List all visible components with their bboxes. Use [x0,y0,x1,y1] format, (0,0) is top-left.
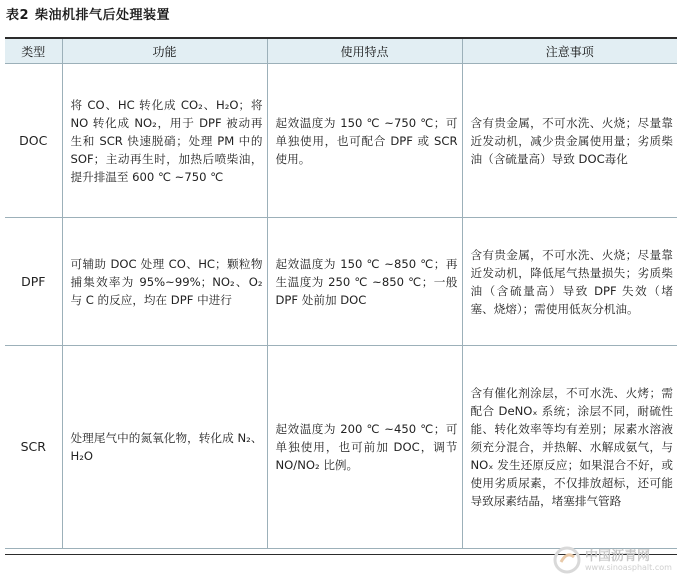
table-header-row [5,39,677,64]
cell-features: 起效温度为 150 ℃ ~750 ℃；可单独使用，也可配合 DPF 或 SCR 使用。 [267,64,462,218]
cell-function: 处理尾气中的氮氧化物，转化成 N₂、H₂O [62,346,267,549]
cell-features: 起效温度为 200 ℃ ~450 ℃；可单独使用，也可前加 DOC，调节 NO/NO₂ 比例。 [267,346,462,549]
cell-notes: 含有贵金属，不可水洗、火烧；尽量靠近发动机，减少贵金属使用量；劣质柴油（含硫量高）导致 DOC毒化 [462,64,677,218]
table-row [5,218,677,346]
header-function: 功能 [62,39,267,64]
watermark-name: 中国沥青网 [585,549,651,564]
cell-type: DPF [5,218,62,346]
cell-function: 可辅助 DOC 处理 CO、HC；颗粒物捕集效率为 95%~99%；NO₂、O₂ 与 C 的反应，均在 DPF 中进行 [62,218,267,346]
caption-number: 表2 [6,8,30,23]
cell-type: SCR [5,346,62,549]
header-notes: 注意事项 [462,39,677,64]
cell-notes: 含有贵金属，不可水洗、火烧；尽量靠近发动机，降低尾气热量损失；劣质柴油（含硫量高）导致 DPF 失效（堵塞、烧熔）；需使用低灰分机油。 [462,218,677,346]
caption-title: 柴油机排气后处理装置 [35,8,171,23]
aftertreatment-table [5,37,677,555]
watermark-logo-icon [552,545,582,575]
table-row [5,346,677,549]
cell-type: DOC [5,64,62,218]
header-features: 使用特点 [267,39,462,64]
cell-notes: 含有催化剂涂层，不可水洗、火烤；需配合 DeNOₓ 系统；涂层不同，耐硫性能、转化效率等均有差别；尿素水溶液须充分混合，并热解、水解成氨气，与 NOₓ 发生还原反应；如果混合不好，或使用劣质尿素，不仅排放超标，还可能导致尿素结晶，堵塞排气管路 [462,346,677,549]
watermark [552,543,672,577]
cell-function: 将 CO、HC 转化成 CO₂、H₂O；将 NO 转化成 NO₂，用于 DPF 被动再生和 SCR 快速脱硝；处理 PM 中的 SOF；主动再生时，加热后喷柴油，提升排温至 600 ℃ ~750 ℃ [62,64,267,218]
header-type: 类型 [5,39,62,64]
watermark-url: www.sinoasphalt.com [585,563,672,572]
cell-features: 起效温度为 150 ℃ ~850 ℃；再生温度为 250 ℃ ~850 ℃；一般 DPF 处前加 DOC [267,218,462,346]
table-row [5,64,677,218]
table-caption [6,4,170,23]
